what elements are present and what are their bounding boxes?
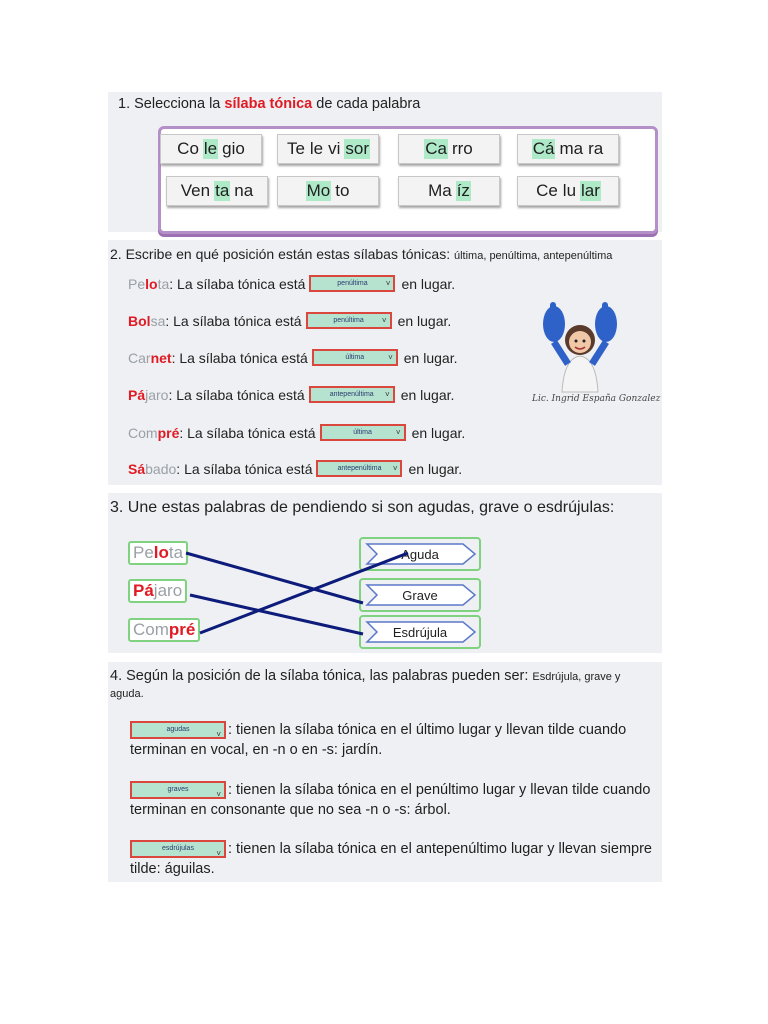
chevron-down-icon: ˅ [216,790,221,800]
position-row [128,424,465,441]
row-tail: en lugar. [397,312,452,329]
position-row [128,275,455,292]
row-word [128,313,165,329]
word-box[interactable] [160,134,262,164]
select-value: última [353,429,372,436]
syllable-pre: Com [128,424,158,441]
row-tail: en lugar. [408,460,463,477]
tonic-syllable: lo [145,275,158,292]
match-target-label: Esdrújula [392,625,448,640]
syllable: Ce [536,181,558,200]
select-value: graves [167,786,189,794]
tonic-syllable: Pá [133,581,154,600]
syllable-pre: Pe [128,275,146,292]
definition-item [130,839,660,879]
select-value: última [345,354,365,361]
exercise-2-options: última, penúltima, antepenúltima [453,250,613,262]
colon: : [168,386,177,403]
row-word [128,425,179,441]
syllable: ra [588,139,604,158]
row-phrase: La sílaba tónica está [177,275,306,292]
row-tail: en lugar. [403,349,458,366]
select-value: antepenúltima [329,391,374,398]
tonic-syllable: Pá [128,386,146,403]
word-box[interactable] [277,134,379,164]
tonic-syllable: Ca [425,139,447,158]
exercise-4-options: Esdrújula, grave y aguda. [110,671,621,700]
word-box[interactable] [398,176,500,206]
row-phrase: La sílaba tónica está [179,349,308,366]
chevron-down-icon: ˅ [216,849,221,859]
tonic-syllable: le [203,139,218,158]
exercise-2-panel [108,240,662,485]
definition-text: : tienen la sílaba tónica en el antepenúltimo lugar y llevan siempre tilde: águilas. [130,841,652,877]
syllable: Ma [428,181,452,200]
word-box[interactable] [517,176,619,206]
select-value: esdrújulas [162,845,194,853]
tonic-syllable: lo [153,543,169,562]
syllable-pre: Pe [133,543,154,562]
row-tail: en lugar. [400,386,455,403]
exercise-1-panel [108,92,662,232]
exercise-2-text: 2. Escribe en qué posición están estas sílabas tónicas: [110,246,454,262]
exercise-1-question [118,96,420,112]
exercise-4-text: 4. Según la posición de la sílaba tónica, las palabras pueden ser: [110,668,533,684]
word-box[interactable] [277,176,379,206]
chevron-down-icon: ˅ [392,464,398,473]
definition-item [130,720,660,760]
row-phrase: La sílaba tónica está [173,312,302,329]
exercise-2-question [110,246,612,262]
chevron-down-icon: ˅ [395,428,401,437]
position-select[interactable] [306,312,392,329]
syllable-post: ta [168,543,184,562]
row-phrase: La sílaba tónica está [184,460,313,477]
colon: : [165,312,174,329]
chevron-down-icon: ˅ [385,390,390,399]
select-value: penúltima [337,280,368,287]
colon: : [171,349,180,366]
match-line-pelota-grave [186,553,363,603]
syllable-post: ta [157,275,170,292]
position-select[interactable] [309,275,395,292]
exercise-3-panel [108,493,662,653]
position-row [128,386,454,403]
tonic-syllable: sor [345,139,370,158]
row-tail: en lugar. [401,275,456,292]
word-board [158,126,658,234]
chevron-down-icon: ˅ [388,353,393,362]
word-box[interactable] [517,134,619,164]
syllable: Ven [180,181,211,200]
row-tail: en lugar. [411,424,466,441]
definition-item [130,780,660,820]
row-word [128,387,168,403]
type-select[interactable] [130,781,226,799]
definition-text: : tienen la sílaba tónica en el último lugar y llevan tilde cuando terminan en vocal, en -n o en -s: jardín. [130,722,627,758]
syllable-pre: Car [128,349,151,366]
colon: : [176,460,185,477]
colon: : [179,424,188,441]
position-row [128,460,462,477]
position-select[interactable] [320,424,406,441]
syllable: le [309,139,324,158]
syllable: vi [328,139,341,158]
word-box[interactable] [166,176,268,206]
type-select[interactable] [130,840,226,858]
syllable-pre: Com [133,620,169,639]
exercise-1-text-highlight: sílaba tónica [224,96,313,112]
syllable: ma [559,139,584,158]
tonic-syllable: Bol [128,312,151,329]
syllable: Co [177,139,199,158]
row-word [128,350,172,366]
definition-text: : tienen la sílaba tónica en el penúltimo lugar y llevan tilde cuando terminan en consonante que no sea -n o -s: árbol. [130,782,651,818]
type-select[interactable] [130,721,226,739]
word-box[interactable] [398,134,500,164]
exercise-4-question [110,668,650,702]
chevron-down-icon: ˅ [216,730,221,740]
row-phrase: La sílaba tónica está [176,386,305,403]
tonic-syllable: Cá [532,139,555,158]
exercise-1-text-pre: Selecciona la [134,96,225,112]
syllable: Te [286,139,305,158]
match-target-label: Aguda [401,547,439,562]
colon: : [169,275,178,292]
tonic-syllable: ta [215,181,230,200]
position-select[interactable] [309,386,395,403]
select-value: penúltima [333,317,364,324]
tonic-syllable: íz [456,181,470,200]
tonic-syllable: pré [157,424,180,441]
match-lines [108,493,662,653]
exercise-1-number: 1. [118,96,131,112]
position-row [128,312,451,329]
match-target-label: Grave [402,588,438,603]
chevron-down-icon: ˅ [381,316,387,325]
teacher-signature: Lic. Ingrid España Gonzalez [532,394,661,404]
select-value: agudas [166,726,190,734]
select-value: antepenúltima [337,465,382,472]
teacher-avatar [540,302,620,394]
position-select[interactable] [316,460,402,477]
syllable: na [234,181,254,200]
tonic-syllable: Mo [306,181,331,200]
chevron-down-icon: ˅ [385,279,391,288]
tonic-syllable: net [150,349,172,366]
row-word [128,276,169,292]
exercise-3-question: 3. Une estas palabras de pendiendo si son agudas, grave o esdrújulas: [110,499,615,516]
syllable: gio [222,139,245,158]
syllable: to [335,181,350,200]
syllable-post: jaro [153,581,183,600]
position-select[interactable] [312,349,398,366]
syllable: lu [562,181,577,200]
tonic-syllable: lar [581,181,600,200]
tonic-syllable: pré [168,620,196,639]
exercise-1-text-post: de cada palabra [312,96,421,112]
syllable-post: sa [150,312,166,329]
tonic-syllable: Sá [128,460,146,477]
exercise-4-panel [108,662,662,882]
syllable: rro [451,139,473,158]
row-phrase: La sílaba tónica está [187,424,316,441]
position-row [128,349,457,366]
row-word [128,461,176,477]
syllable-post: bado [145,460,177,477]
syllable-post: jaro [145,386,169,403]
